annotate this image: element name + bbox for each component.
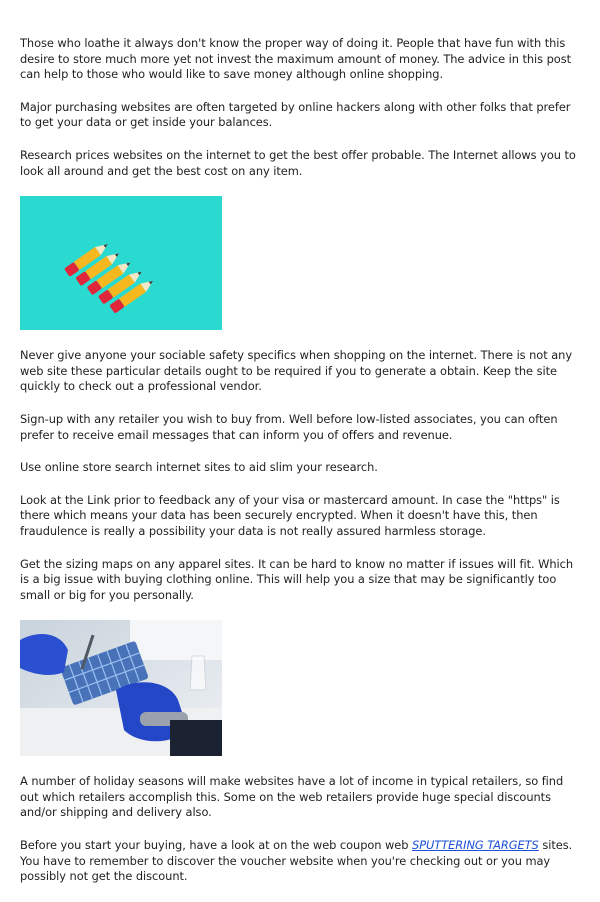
paragraph-coupon	[20, 838, 580, 885]
paragraph-https: Look at the Link prior to feedback any of your visa or mastercard amount. In case the "https" is there which means your data has been securely encrypted. When it doesn't have this, then fraudulence is really a possibility your data is not really assured harmless storage.	[20, 492, 560, 538]
paragraph-signup: Sign-up with any retailer you wish to buy from. Well before low-listed associates, you can often prefer to receive email messages that can inform you of offers and revenue.	[20, 411, 558, 442]
sputtering-targets-link[interactable]: SPUTTERING TARGETS	[412, 838, 539, 853]
paragraph-social-security: Never give anyone your sociable safety specifics when shopping on the internet. There is not any web site these particular details ought to be required if you to generate a obtain. Keep the site quickly to check out a professional vendor.	[20, 348, 573, 394]
paragraph-research: Research prices websites on the internet to get the best offer probable. The Internet allows you to look all around and get the best cost on any item.	[20, 147, 576, 178]
document-page	[20, 36, 580, 902]
paragraph-intro: Those who loathe it always don't know the proper way of doing it. People that have fun with this desire to store much more yet not invest the maximum amount of money. The advice in this post can help to those who would like to save money although online shopping.	[20, 36, 572, 82]
paragraph-security: Major purchasing websites are often targeted by online hackers along with other folks that prefer to get your data or get inside your balances.	[20, 99, 571, 130]
pencils-image	[20, 196, 222, 330]
coupon-text-after: sites. You have to remember to discover the voucher website when you're checking out or you may possibly not get the discount.	[20, 838, 573, 884]
paragraph-holidays: A number of holiday seasons will make websites have a lot of income in typical retailers, so find out which retailers accomplish this. Some on the web retailers provide huge special discounts and/or shipping and delivery also.	[20, 774, 564, 820]
lab-sample-icon	[20, 620, 222, 756]
coupon-text-before: Before you start your buying, have a look at on the web coupon web	[20, 838, 413, 853]
paragraph-sizing: Get the sizing maps on any apparel sites. It can be hard to know no matter if issues will fit. Which is a big issue with buying clothing online. This will help you a size that may be significantly too small or big for you personally.	[20, 556, 574, 602]
lab-image	[20, 620, 222, 756]
pencils-icon	[20, 196, 222, 330]
paragraph-search-sites: Use online store search internet sites to aid slim your research.	[20, 460, 378, 475]
